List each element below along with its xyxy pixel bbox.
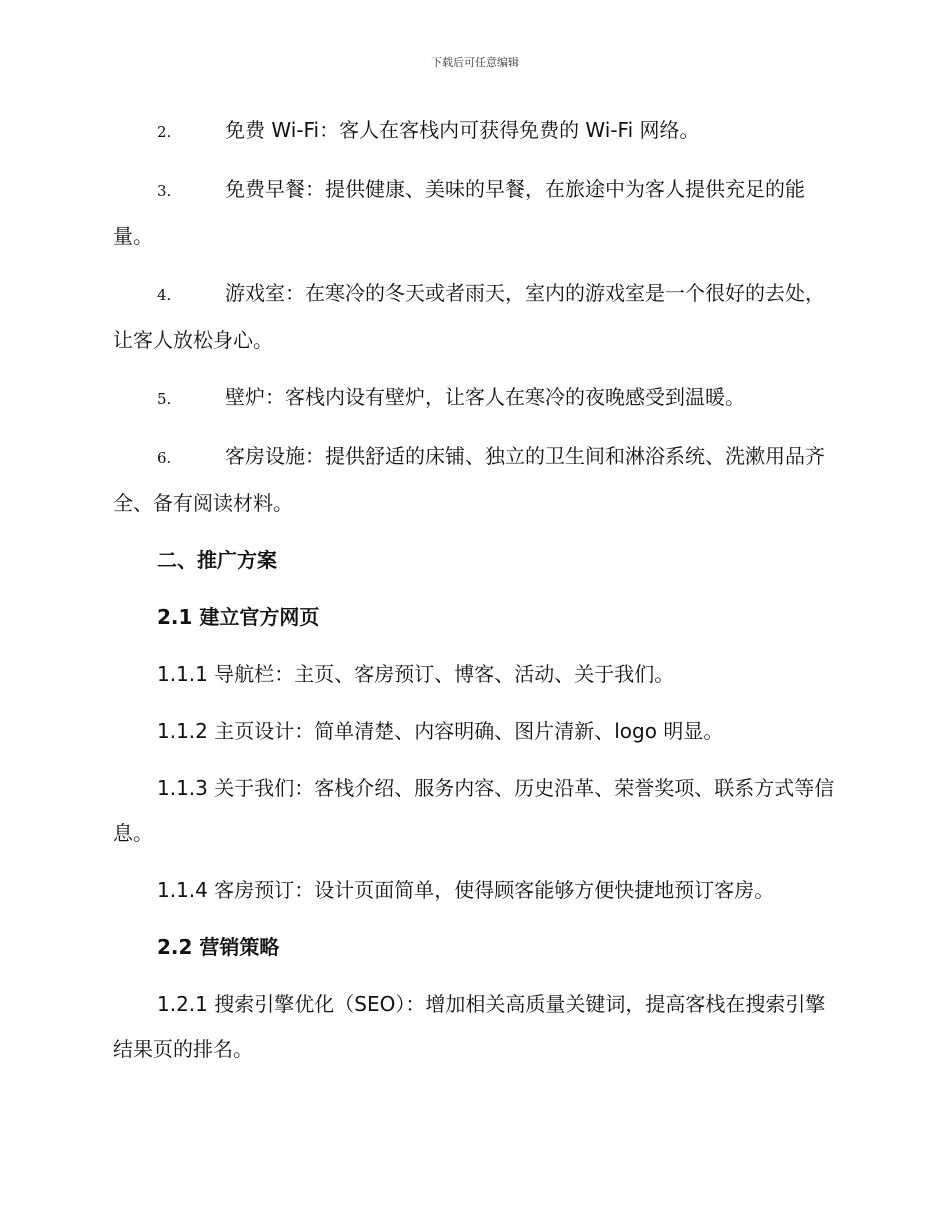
- list-item-number: 5.: [157, 390, 172, 408]
- subsection-heading: 2.2 营销策略: [157, 935, 280, 959]
- paragraph: 1.2.1 搜索引擎优化（SEO）：增加相关高质量关键词，提高客栈在搜索引擎结果页的排名。: [113, 992, 826, 1061]
- list-item-text: 游戏室：在寒冷的冬天或者雨天，室内的游戏室是一个很好的去处，让客人放松身心。: [113, 281, 825, 352]
- list-item-text: 壁炉：客栈内设有壁炉，让客人在寒冷的夜晚感受到温暖。: [225, 385, 745, 409]
- list-item-text: 客房设施：提供舒适的床铺、独立的卫生间和淋浴系统、洗漱用品齐全、备有阅读材料。: [113, 444, 825, 515]
- list-item-text: 免费早餐：提供健康、美味的早餐，在旅途中为客人提供充足的能量。: [113, 177, 805, 248]
- paragraph: 1.1.4 客房预订：设计页面简单，使得顾客能够方便快捷地预订客房。: [157, 878, 775, 902]
- list-item-text: 免费 Wi-Fi：客人在客栈内可获得免费的 Wi-Fi 网络。: [225, 118, 700, 142]
- list-item-number: 3.: [157, 182, 172, 200]
- list-item-number: 2.: [157, 123, 172, 141]
- list-item: [113, 434, 835, 526]
- list-item: [113, 375, 835, 422]
- list-item: [113, 271, 835, 363]
- document-body: [113, 108, 835, 1084]
- list-item-number: 6.: [157, 449, 172, 467]
- list-item-number: 4.: [157, 286, 172, 304]
- list-item: [113, 108, 835, 155]
- paragraph: 1.1.2 主页设计：简单清楚、内容明确、图片清新、logo 明显。: [157, 719, 724, 743]
- paragraph: 1.1.3 关于我们：客栈介绍、服务内容、历史沿革、荣誉奖项、联系方式等信息。: [113, 776, 835, 845]
- section-heading: 二、推广方案: [157, 548, 277, 572]
- list-item: [113, 167, 835, 259]
- subsection-heading: 2.1 建立官方网页: [157, 605, 320, 629]
- page-header: 下载后可任意编辑: [431, 56, 519, 69]
- paragraph: 1.1.1 导航栏：主页、客房预订、博客、活动、关于我们。: [157, 662, 675, 686]
